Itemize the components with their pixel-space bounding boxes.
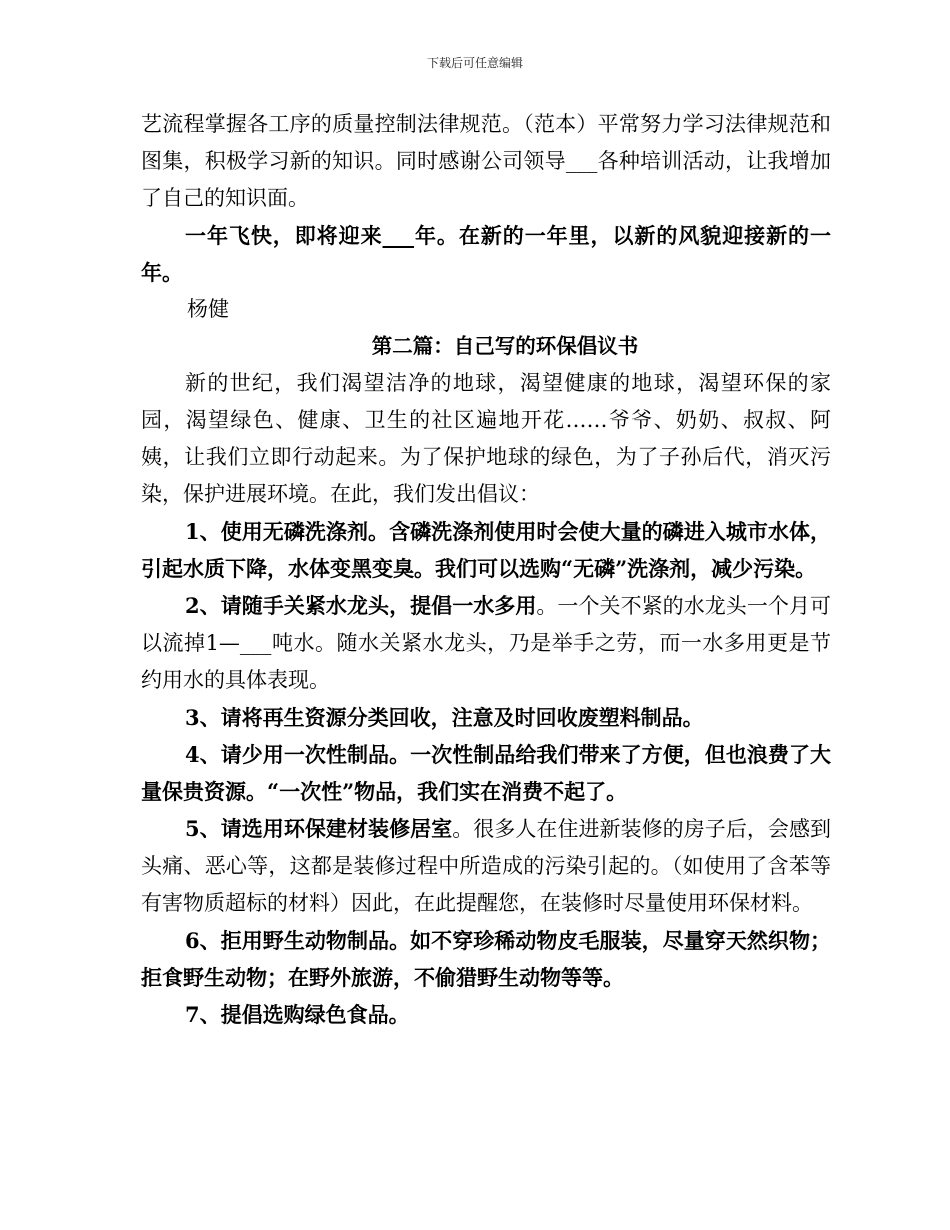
proposal-item-4: 4、请少用一次性制品。一次性制品给我们带来了方便，但也浪费了大量保贵资源。“一次性”物品，我们实在消费不起了。: [141, 742, 831, 804]
proposal-item-7: 7、提倡选购绿色食品。: [185, 1002, 410, 1027]
signature: 杨健: [187, 297, 229, 321]
document-body: [141, 106, 831, 1033]
proposal-item-1: 1、使用无磷洗涤剂。含磷洗涤剂使用时会使大量的磷进入城市水体，引起水质下降，水体变黑变臭。我们可以选购“无磷”洗涤剂，减少污染。: [141, 519, 831, 581]
intro-paragraph: 新的世纪，我们渴望洁净的地球，渴望健康的地球，渴望环保的家园，渴望绿色、健康、卫生的社区遍地开花……爷爷、奶奶、叔叔、阿姨，让我们立即行动起来。为了保护地球的绿色，为了子孙后代，消灭污染，保护进展环境。在此，我们发出倡议：: [141, 371, 831, 506]
proposal-item-5-body: 。很多人在住进新装修的房子后，会感到头痛、恶心等，这都是装修过程中所造成的污染引起的。（如使用了含苯等有害物质超标的材料）因此，在此提醒您，在装修时尽量使用环保材料。: [141, 817, 831, 915]
proposal-item-2-body: 。一个关不紧的水龙头一个月可以流掉1—___吨水。随水关紧水龙头，乃是举手之劳，而一水多用更是节约用水的具体表现。: [141, 594, 831, 692]
proposal-item-2-heading: 2、请随手关紧水龙头，提倡一水多用: [185, 593, 537, 618]
section-title: 第二篇：自己写的环保倡议书: [371, 334, 639, 358]
proposal-item-6: 6、拒用野生动物制品。如不穿珍稀动物皮毛服装，尽量穿天然织物；拒食野生动物；在野外旅游，不偷猎野生动物等等。: [141, 928, 831, 990]
proposal-item-5: [141, 810, 831, 922]
proposal-item-2: [141, 587, 831, 699]
proposal-item-5-heading: 5、请选用环保建材装修居室: [185, 816, 453, 841]
paragraph-continued: 艺流程掌握各工序的质量控制法律规范。（范本）平常努力学习法律规范和图集，积极学习新的知识。同时感谢公司领导___各种培训活动，让我增加了自己的知识面。: [141, 112, 831, 210]
proposal-item-3: 3、请将再生资源分类回收，注意及时回收废塑料制品。: [185, 705, 704, 730]
paragraph-new-year: 一年飞快，即将迎来___年。在新的一年里，以新的风貌迎接新的一年。: [141, 223, 831, 285]
page-header: 下载后可任意编辑: [426, 56, 523, 70]
